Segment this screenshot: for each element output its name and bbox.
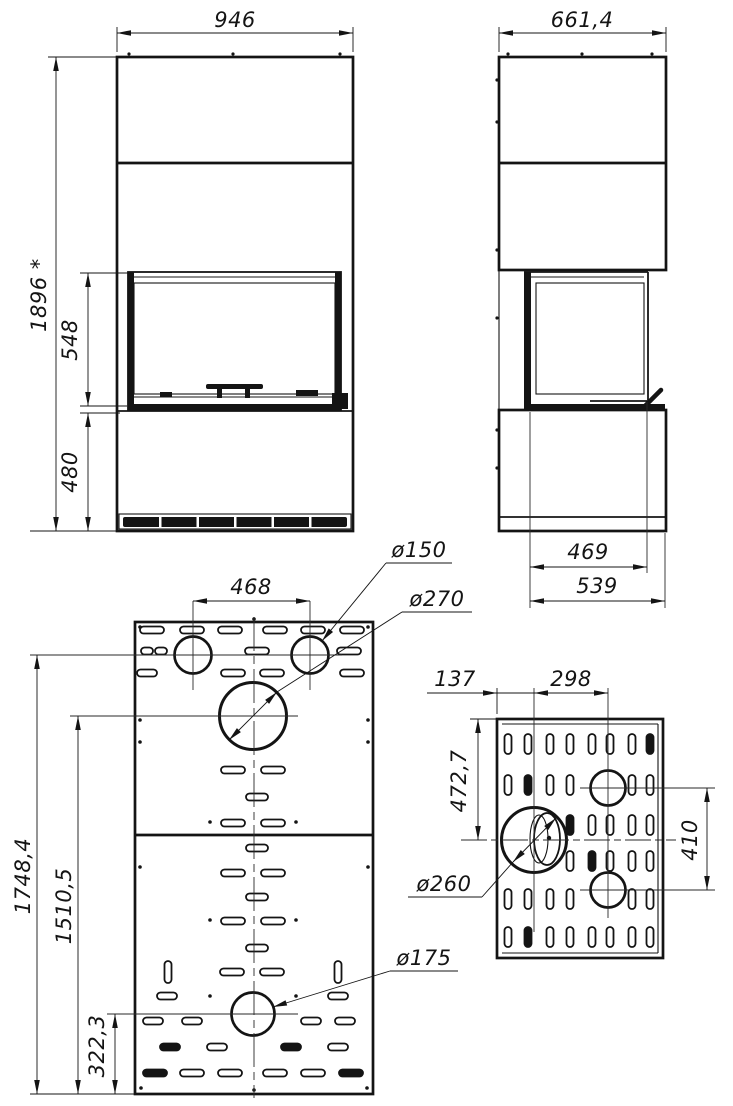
vent-slot xyxy=(339,1070,363,1077)
vent-slot xyxy=(589,734,596,754)
vent-slot xyxy=(335,1018,355,1025)
vent-slot xyxy=(207,1044,227,1051)
vent-slot xyxy=(221,820,245,827)
fastener-dot xyxy=(294,994,298,998)
vent-slot xyxy=(607,927,614,947)
side-door-glass xyxy=(536,283,644,394)
vent-slot xyxy=(589,927,596,947)
rear-panel-view xyxy=(11,538,472,1098)
dim-side-door-depth: 469 xyxy=(567,540,609,564)
vent-slot xyxy=(246,794,268,801)
vent-slot xyxy=(647,775,654,795)
vent-slot xyxy=(260,670,284,677)
flue-pipe-center-dot xyxy=(547,836,551,840)
door-handle-icon xyxy=(206,384,263,389)
vent-slot xyxy=(328,993,348,1000)
fastener-dot xyxy=(127,52,130,55)
vent-slot xyxy=(246,894,268,901)
side-view xyxy=(495,8,666,608)
fastener-dot xyxy=(294,918,298,922)
vent-slot xyxy=(141,648,153,655)
vent-slot xyxy=(301,627,325,634)
vent-slot xyxy=(629,815,636,835)
dim-front-overall-width: 946 xyxy=(214,8,256,32)
vent-slot xyxy=(261,870,285,877)
vent-slot xyxy=(246,845,268,852)
vent-slot xyxy=(567,851,574,871)
fastener-dot xyxy=(495,428,498,431)
vent-slot xyxy=(547,775,554,795)
vent-slot xyxy=(157,993,177,1000)
vent-slot xyxy=(505,927,512,947)
fastener-dot xyxy=(231,52,234,55)
vent-slot xyxy=(260,969,284,976)
vent-slot xyxy=(505,734,512,754)
fastener-dot xyxy=(208,994,212,998)
vent-slot xyxy=(220,969,244,976)
fastener-dot xyxy=(580,52,583,55)
vent-slot xyxy=(140,627,164,634)
dim-bottom-offset-y: 472,7 xyxy=(447,749,471,813)
dim-bottom-spacing-x: 298 xyxy=(550,667,592,691)
vent-slot xyxy=(218,627,242,634)
dim-front-base-height: 480 xyxy=(58,451,82,493)
front-door-bottom-band xyxy=(128,404,341,411)
vent-slot xyxy=(143,1018,163,1025)
fastener-dot xyxy=(338,52,341,55)
vent-slot xyxy=(525,927,532,947)
vent-slot xyxy=(629,775,636,795)
vent-slot xyxy=(525,734,532,754)
vent-slot xyxy=(567,889,574,909)
vent-slot xyxy=(567,927,574,947)
vent-slot xyxy=(525,889,532,909)
front-view xyxy=(27,8,353,531)
side-base-outline xyxy=(499,410,666,531)
fastener-dot xyxy=(366,865,370,869)
fastener-dot xyxy=(366,740,370,744)
dim-rear-flue-height: 1748,4 xyxy=(11,837,35,915)
vent-slot xyxy=(261,918,285,925)
dim-rear-outlet-height: 1510,5 xyxy=(52,867,76,945)
fastener-dot xyxy=(208,820,212,824)
vent-slot xyxy=(246,945,268,952)
vent-slot xyxy=(261,767,285,774)
vent-slot xyxy=(547,889,554,909)
fastener-dot xyxy=(366,625,370,629)
front-door-jamb-left xyxy=(128,272,134,410)
vent-slot xyxy=(340,670,364,677)
vent-slot xyxy=(218,1070,242,1077)
dim-rear-lower-hole-diameter: ø175 xyxy=(396,946,452,970)
dim-side-overall-depth: 661,4 xyxy=(550,8,614,32)
vent-slot xyxy=(629,851,636,871)
vent-slot xyxy=(589,815,596,835)
fastener-dot xyxy=(495,316,498,319)
vent-slot xyxy=(589,851,596,871)
dim-rear-lower-hole-height: 322,3 xyxy=(85,1014,109,1078)
vent-slot xyxy=(505,775,512,795)
fastener-dot xyxy=(495,78,498,81)
vent-slot xyxy=(263,627,287,634)
vent-slot xyxy=(221,870,245,877)
vent-slot xyxy=(567,734,574,754)
vent-slot xyxy=(180,1070,204,1077)
vent-slot xyxy=(328,1044,348,1051)
fastener-dot xyxy=(208,918,212,922)
vent-slot xyxy=(629,734,636,754)
dim-side-base-depth: 539 xyxy=(576,574,618,598)
fastener-dot xyxy=(650,52,653,55)
dim-rear-flue-diameter: ø150 xyxy=(391,538,447,562)
vent-slot xyxy=(525,775,532,795)
dim-bottom-offset-x: 137 xyxy=(434,667,476,691)
dim-bottom-main-hole-diameter: ø260 xyxy=(416,872,472,896)
door-latch-right xyxy=(296,390,318,396)
vent-slot xyxy=(647,734,654,754)
fastener-dot xyxy=(506,52,509,55)
fastener-dot xyxy=(366,718,370,722)
vent-slot xyxy=(647,927,654,947)
front-door-jamb-right xyxy=(335,272,341,410)
vent-slot xyxy=(647,851,654,871)
vent-slot xyxy=(165,961,172,983)
vent-slot xyxy=(261,820,285,827)
vent-slot xyxy=(221,918,245,925)
dim-rear-flue-spacing: 468 xyxy=(230,575,272,599)
fastener-dot xyxy=(139,1086,143,1090)
side-door-column xyxy=(524,272,531,410)
vent-slot xyxy=(137,670,157,677)
vent-slot xyxy=(180,627,204,634)
vent-slot xyxy=(629,889,636,909)
dim-front-overall-height: 1896 * xyxy=(27,258,51,332)
fastener-dot xyxy=(138,865,142,869)
fastener-dot xyxy=(365,1086,369,1090)
fastener-dot xyxy=(138,718,142,722)
vent-slot xyxy=(647,815,654,835)
vent-slot xyxy=(567,815,574,835)
vent-slot xyxy=(505,889,512,909)
door-handle-stem-left xyxy=(217,389,222,398)
vent-slot xyxy=(182,1018,202,1025)
door-handle-stem-right xyxy=(245,389,250,398)
vent-slot xyxy=(340,627,364,634)
front-fastener-dots xyxy=(127,52,341,55)
fastener-dot xyxy=(294,820,298,824)
vent-slot xyxy=(160,1044,180,1051)
vent-slot xyxy=(143,1070,167,1077)
dim-rear-outlet-diameter: ø270 xyxy=(409,587,465,611)
vent-slot xyxy=(301,1070,325,1077)
bottom-panel-view xyxy=(408,667,715,958)
fastener-dot xyxy=(495,466,498,469)
vent-slot xyxy=(263,1070,287,1077)
vent-slot xyxy=(221,670,245,677)
dim-front-door-height: 548 xyxy=(58,319,82,361)
fastener-dot xyxy=(495,120,498,123)
front-body-outline xyxy=(117,57,353,531)
vent-slot xyxy=(155,648,167,655)
vent-slot xyxy=(281,1044,301,1051)
vent-slot xyxy=(567,775,574,795)
dim-bottom-spacing-y: 410 xyxy=(678,819,702,861)
vent-slot xyxy=(335,961,342,983)
vent-slot xyxy=(221,767,245,774)
vent-slot xyxy=(547,734,554,754)
fastener-dot xyxy=(138,625,142,629)
fastener-dot xyxy=(495,248,498,251)
vent-slot xyxy=(647,889,654,909)
vent-slot xyxy=(547,927,554,947)
door-hinge-block xyxy=(332,393,348,409)
vent-slot xyxy=(301,1018,321,1025)
door-latch-left xyxy=(160,392,172,397)
vent-slot xyxy=(629,927,636,947)
fastener-dot xyxy=(138,740,142,744)
vent-slot xyxy=(245,648,269,655)
